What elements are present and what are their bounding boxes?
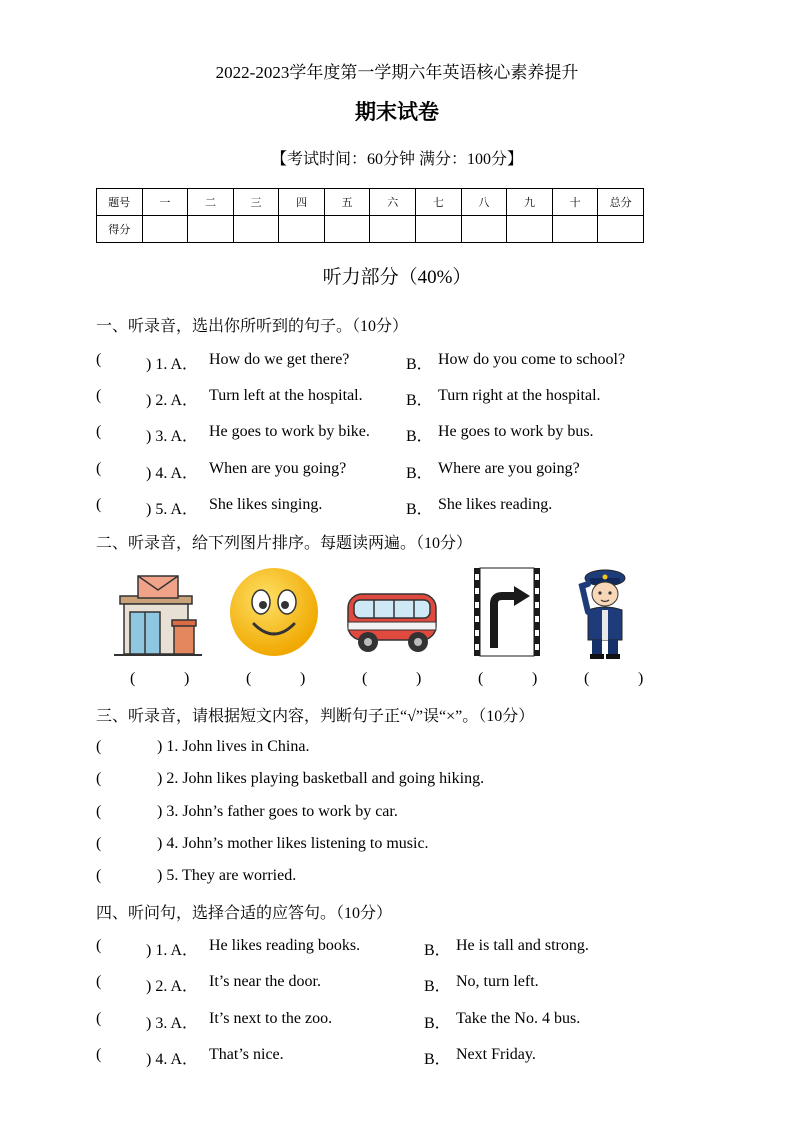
exam-title: 期末试卷 bbox=[355, 100, 439, 124]
score-input-cell[interactable] bbox=[233, 216, 279, 243]
option-a: He goes to work by bike. bbox=[209, 423, 370, 440]
exam-subtitle: 2022-2023学年度第一学期六年英语核心素养提升 bbox=[215, 63, 579, 82]
score-cell: 三 bbox=[233, 189, 279, 216]
score-input-cell[interactable] bbox=[279, 216, 325, 243]
statement-text: ) 5. They are worried. bbox=[157, 867, 297, 884]
score-cell: 十 bbox=[552, 189, 598, 216]
answer-paren-open: ( bbox=[584, 670, 590, 687]
score-cell: 一 bbox=[142, 189, 188, 216]
option-b-label: B． bbox=[406, 392, 433, 409]
option-a: He likes reading books. bbox=[209, 937, 361, 954]
score-input-cell[interactable] bbox=[324, 216, 370, 243]
answer-paren-close: ) bbox=[532, 670, 538, 687]
option-a: It’s near the door. bbox=[209, 973, 321, 990]
score-cell: 九 bbox=[507, 189, 553, 216]
option-b: He goes to work by bus. bbox=[438, 423, 594, 440]
score-input-cell[interactable] bbox=[598, 216, 644, 243]
option-b: Next Friday. bbox=[456, 1046, 536, 1063]
score-cell: 五 bbox=[324, 189, 370, 216]
score-input-cell[interactable] bbox=[142, 216, 188, 243]
option-a: When are you going? bbox=[209, 460, 347, 477]
option-a: It’s next to the zoo. bbox=[209, 1010, 333, 1027]
score-cell: 七 bbox=[416, 189, 462, 216]
answer-paren-close: ) bbox=[184, 670, 190, 687]
option-b-label: B． bbox=[406, 465, 433, 482]
score-cell: 四 bbox=[279, 189, 325, 216]
answer-paren-open[interactable]: ( bbox=[96, 496, 102, 513]
option-b-label: B． bbox=[406, 428, 433, 445]
question-number: ) 3. A． bbox=[146, 1015, 199, 1032]
option-b-label: B． bbox=[424, 1051, 451, 1068]
question-number: ) 2. A． bbox=[146, 392, 199, 409]
score-table bbox=[96, 188, 644, 243]
answer-paren-close: ) bbox=[300, 670, 306, 687]
option-a: How do we get there? bbox=[209, 351, 350, 368]
answer-paren-open: ( bbox=[246, 670, 252, 687]
question-number: ) 2. A． bbox=[146, 978, 199, 995]
answer-paren-open[interactable]: ( bbox=[96, 835, 102, 852]
answer-paren-open[interactable]: ( bbox=[96, 867, 102, 884]
option-b: Take the No. 4 bus. bbox=[456, 1010, 581, 1027]
option-a: Turn left at the hospital. bbox=[209, 387, 363, 404]
statement-text: ) 4. John’s mother likes listening to music. bbox=[157, 835, 429, 852]
option-b: No, turn left. bbox=[456, 973, 539, 990]
question-number: ) 1. A． bbox=[146, 942, 199, 959]
smiley-face-icon bbox=[228, 566, 320, 658]
answer-paren-close: ) bbox=[416, 670, 422, 687]
answer-paren-close: ) bbox=[638, 670, 644, 687]
option-b-label: B． bbox=[406, 501, 433, 518]
score-cell: 八 bbox=[461, 189, 507, 216]
score-table-score-row bbox=[97, 216, 644, 243]
part4-title: 四、听问句，选择合适的应答句。（10分） bbox=[96, 905, 393, 922]
score-input-cell[interactable] bbox=[507, 216, 553, 243]
statement-text: ) 2. John likes playing basketball and going hiking. bbox=[157, 770, 485, 787]
statement-text: ) 3. John’s father goes to work by car. bbox=[157, 803, 398, 820]
score-cell: 题号 bbox=[97, 189, 143, 216]
score-cell: 总分 bbox=[598, 189, 644, 216]
answer-paren-open[interactable]: ( bbox=[96, 803, 102, 820]
question-number: ) 4. A． bbox=[146, 465, 199, 482]
answer-paren-open[interactable]: ( bbox=[96, 770, 102, 787]
question-number: ) 4. A． bbox=[146, 1051, 199, 1068]
answer-paren-open[interactable]: ( bbox=[96, 1046, 102, 1063]
option-b-label: B． bbox=[424, 942, 451, 959]
part1-title: 一、听录音，选出你所听到的句子。（10分） bbox=[96, 318, 409, 335]
option-b: How do you come to school? bbox=[438, 351, 626, 368]
option-a: That’s nice. bbox=[209, 1046, 284, 1063]
answer-paren-open[interactable]: ( bbox=[96, 460, 102, 477]
post-office-icon bbox=[112, 566, 204, 660]
option-a: She likes singing. bbox=[209, 496, 323, 513]
answer-paren-open: ( bbox=[130, 670, 136, 687]
score-cell: 二 bbox=[188, 189, 234, 216]
score-input-cell[interactable] bbox=[416, 216, 462, 243]
question-number: ) 1. A． bbox=[146, 356, 199, 373]
score-input-cell[interactable] bbox=[461, 216, 507, 243]
option-b: He is tall and strong. bbox=[456, 937, 589, 954]
police-officer-icon bbox=[578, 566, 630, 660]
question-number: ) 5. A． bbox=[146, 501, 199, 518]
answer-paren-open[interactable]: ( bbox=[96, 387, 102, 404]
answer-paren-open[interactable]: ( bbox=[96, 937, 102, 954]
answer-paren-open: ( bbox=[478, 670, 484, 687]
bus-icon bbox=[344, 586, 442, 658]
answer-paren-open: ( bbox=[362, 670, 368, 687]
section-heading-listening: 听力部分（40%） bbox=[322, 267, 472, 288]
option-b: She likes reading. bbox=[438, 496, 553, 513]
score-input-cell[interactable] bbox=[188, 216, 234, 243]
answer-paren-open[interactable]: ( bbox=[96, 1010, 102, 1027]
option-b: Turn right at the hospital. bbox=[438, 387, 601, 404]
part3-title: 三、听录音，请根据短文内容，判断句子正“√”误“×”。（10分） bbox=[96, 708, 535, 725]
score-input-cell[interactable] bbox=[370, 216, 416, 243]
option-b-label: B． bbox=[424, 978, 451, 995]
part2-title: 二、听录音，给下列图片排序。每题读两遍。（10分） bbox=[96, 535, 473, 552]
score-row-label: 得分 bbox=[97, 216, 143, 243]
exam-time-info: 【考试时间：60分钟 满分：100分】 bbox=[270, 151, 523, 168]
score-table-header-row bbox=[97, 189, 644, 216]
answer-paren-open[interactable]: ( bbox=[96, 973, 102, 990]
turn-right-sign-icon bbox=[472, 566, 542, 658]
statement-text: ) 1. John lives in China. bbox=[157, 738, 310, 755]
option-b-label: B． bbox=[424, 1015, 451, 1032]
score-cell: 六 bbox=[370, 189, 416, 216]
question-number: ) 3. A． bbox=[146, 428, 199, 445]
option-b-label: B． bbox=[406, 356, 433, 373]
option-b: Where are you going? bbox=[438, 460, 580, 477]
score-input-cell[interactable] bbox=[552, 216, 598, 243]
answer-paren-open[interactable]: ( bbox=[96, 738, 102, 755]
answer-paren-open[interactable]: ( bbox=[96, 423, 102, 440]
answer-paren-open[interactable]: ( bbox=[96, 351, 102, 368]
